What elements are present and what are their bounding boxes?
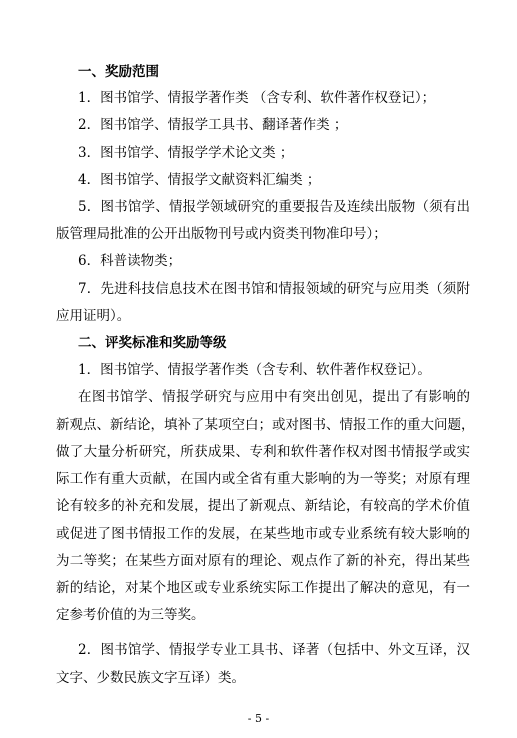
criteria-paragraph-line-8: 新的结论，对某个地区或专业系统实际工作提出了解决的意见，有一	[56, 580, 470, 596]
criteria-paragraph-line-4: 际工作有重大贡献，在国内或全省有重大影响的为一等奖；对原有理	[56, 471, 470, 487]
scope-item-1: 1．图书馆学、情报学著作类 （含专利、软件著作权登记）；	[78, 90, 436, 106]
criteria-paragraph-line-6: 或促进了图书情报工作的发展，在某些地市或专业系统有较大影响的	[56, 526, 470, 542]
scope-item-7-line-2: 应用证明）。	[56, 308, 131, 324]
criteria-subheading-1: 1．图书馆学、情报学著作类（含专利、软件著作权登记）。	[78, 362, 431, 378]
scope-item-2: 2．图书馆学、情报学工具书、翻译著作类 ；	[78, 117, 348, 133]
criteria-paragraph-line-2: 新观点、新结论，填补了某项空白；或对图书、情报工作的重大问题，	[56, 417, 475, 433]
scope-item-5-line-1: 5．图书馆学、情报学领域研究的重要报告及连续出版物（须有出	[78, 199, 470, 215]
criteria-subheading-2-line-1: 2．图书馆学、情报学专业工具书、译著（包括中、外文互译，汉	[78, 642, 470, 658]
page-number: - 5 -	[247, 712, 270, 725]
section-heading-criteria: 二、评奖标准和奖励等级	[78, 335, 227, 351]
criteria-paragraph-line-1: 在图书馆学、情报学研究与应用中有突出创见，提出了有影响的	[78, 389, 470, 405]
criteria-paragraph-line-9: 定参考价值的为三等奖。	[56, 607, 205, 623]
criteria-paragraph-line-3: 做了大量分析研究，所获成果、专利和软件著作权对图书情报学或实	[56, 444, 470, 460]
scope-item-7-line-1: 7．先进科技信息技术在图书馆和情报领域的研究与应用类（须附	[78, 281, 470, 297]
criteria-paragraph-line-7: 为二等奖；在某些方面对原有的理论、观点作了新的补充，得出某些	[56, 553, 470, 569]
scope-item-4: 4．图书馆学、情报学文献资料汇编类 ；	[78, 172, 321, 188]
criteria-paragraph-line-5: 论有较多的补充和发展，提出了新观点、新结论，有较高的学术价值	[56, 498, 470, 514]
scope-item-3: 3．图书馆学、情报学学术论文类 ；	[78, 145, 294, 161]
section-heading-award-scope: 一、奖励范围	[78, 64, 159, 80]
scope-item-6: 6．科普读物类；	[78, 253, 182, 269]
criteria-subheading-2-line-2: 文字、少数民族文字互译）类。	[56, 670, 245, 686]
scope-item-5-line-2: 版管理局批准的公开出版物刊号或内资类刊物准印号）；	[56, 226, 387, 242]
